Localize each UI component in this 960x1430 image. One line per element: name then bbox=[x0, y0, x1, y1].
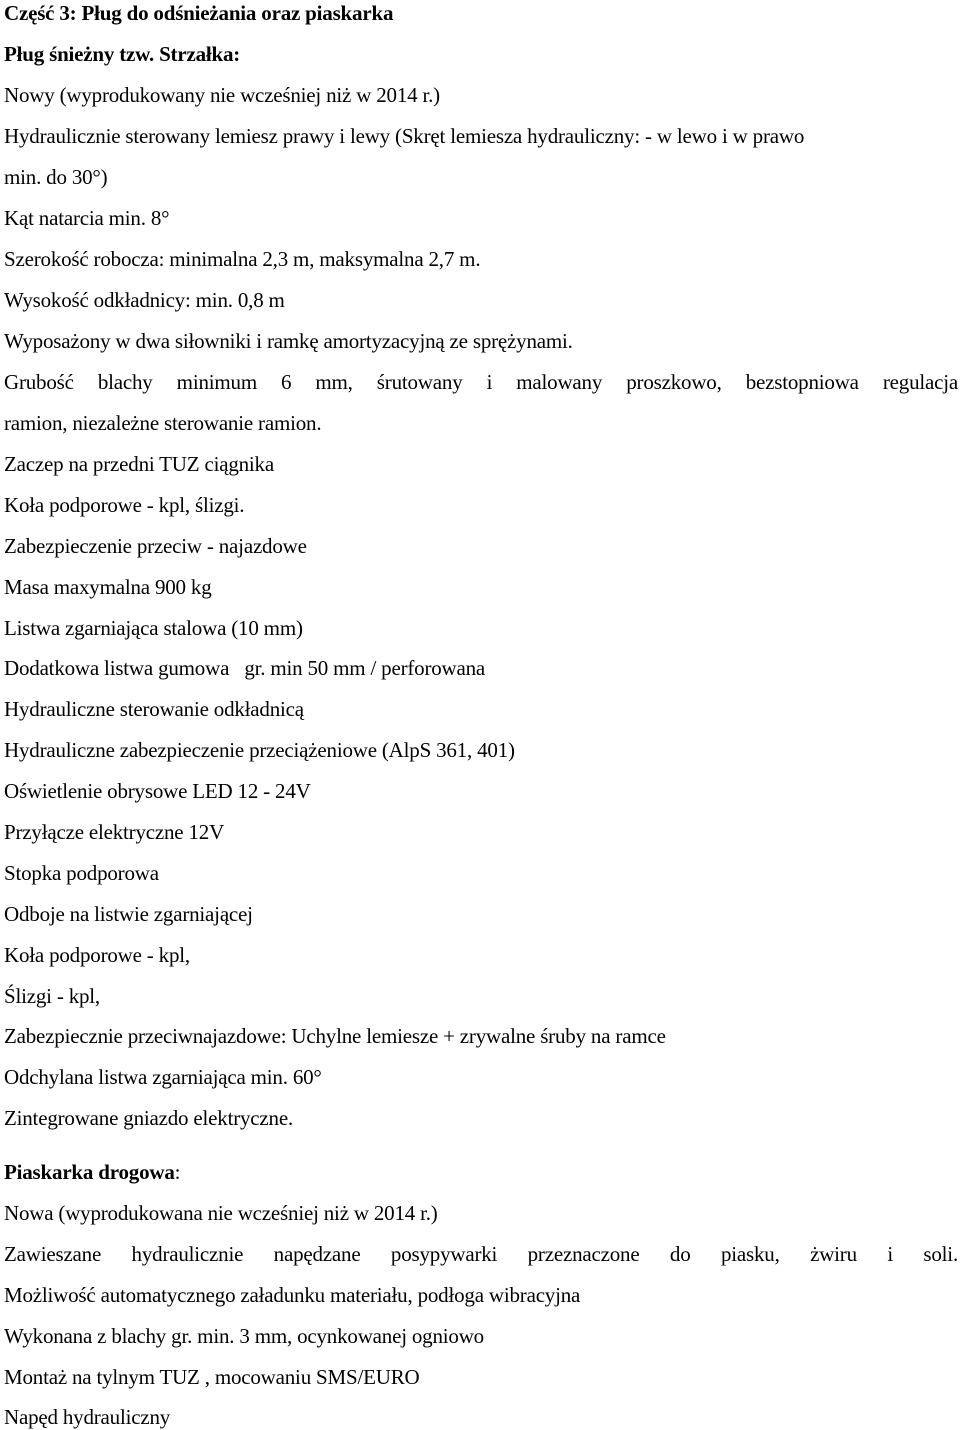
plow-heading: Pług śnieżny tzw. Strzałka: bbox=[4, 42, 241, 66]
plow-spec-line: Wyposażony w dwa siłowniki i ramkę amortyzacyjną ze sprężynami. bbox=[4, 329, 573, 353]
spreader-spec-line: Zawieszane hydraulicznie napędzane posypywarki przeznaczone do piasku, żwiru i soli. bbox=[4, 1242, 958, 1266]
plow-spec-line: Hydraulicznie sterowany lemiesz prawy i lewy (Skręt lemiesza hydrauliczny: - w lewo i w prawo bbox=[4, 124, 805, 148]
plow-spec-line: Odboje na listwie zgarniającej bbox=[4, 902, 253, 926]
plow-spec-line: Odchylana listwa zgarniająca min. 60° bbox=[4, 1065, 322, 1089]
spreader-spec-line: Montaż na tylnym TUZ , mocowaniu SMS/EURO bbox=[4, 1365, 420, 1389]
plow-spec-line: Hydrauliczne sterowanie odkładnicą bbox=[4, 697, 304, 721]
plow-spec-line: Koła podporowe - kpl, ślizgi. bbox=[4, 493, 245, 517]
plow-spec-line: Koła podporowe - kpl, bbox=[4, 943, 190, 967]
plow-spec-line: ramion, niezależne sterowanie ramion. bbox=[4, 411, 322, 435]
plow-spec-line: Stopka podporowa bbox=[4, 861, 159, 885]
plow-spec-line: Kąt natarcia min. 8° bbox=[4, 206, 170, 230]
plow-spec-line: Masa maxymalna 900 kg bbox=[4, 575, 212, 599]
plow-spec-line: Hydrauliczne zabezpieczenie przeciążeniowe (AlpS 361, 401) bbox=[4, 738, 515, 762]
plow-spec-line: Zabezpiecznie przeciwnajazdowe: Uchylne lemiesze + zrywalne śruby na ramce bbox=[4, 1024, 666, 1048]
spreader-spec-line: Nowa (wyprodukowana nie wcześniej niż w 2014 r.) bbox=[4, 1201, 438, 1225]
plow-spec-line: Grubość blachy minimum 6 mm, śrutowany i malowany proszkowo, bezstopniowa regulacja bbox=[4, 370, 958, 394]
plow-spec-line: Przyłącze elektryczne 12V bbox=[4, 820, 225, 844]
plow-spec-line: Listwa zgarniająca stalowa (10 mm) bbox=[4, 616, 303, 640]
plow-spec-line: min. do 30°) bbox=[4, 165, 108, 189]
plow-spec-line: Ślizgi - kpl, bbox=[4, 984, 100, 1008]
plow-spec-line: Zaczep na przedni TUZ ciągnika bbox=[4, 452, 274, 476]
plow-spec-line: Zintegrowane gniazdo elektryczne. bbox=[4, 1106, 294, 1130]
plow-spec-line: Szerokość robocza: minimalna 2,3 m, maksymalna 2,7 m. bbox=[4, 247, 481, 271]
spreader-spec-line: Napęd hydrauliczny bbox=[4, 1405, 171, 1429]
spreader-heading-title: Piaskarka drogowa bbox=[4, 1160, 175, 1184]
spreader-heading-suffix: : bbox=[174, 1160, 181, 1184]
spreader-spec-line: Wykonana z blachy gr. min. 3 mm, ocynkowanej ogniowo bbox=[4, 1324, 484, 1348]
plow-spec-line: Wysokość odkładnicy: min. 0,8 m bbox=[4, 288, 285, 312]
spreader-spec-line: Możliwość automatycznego załadunku materiału, podłoga wibracyjna bbox=[4, 1283, 581, 1307]
plow-spec-line: Dodatkowa listwa gumowa gr. min 50 mm / perforowana bbox=[4, 656, 486, 680]
plow-spec-line: Zabezpieczenie przeciw - najazdowe bbox=[4, 534, 307, 558]
part-heading: Część 3: Pług do odśnieżania oraz piaskarka bbox=[4, 1, 394, 25]
plow-spec-line: Oświetlenie obrysowe LED 12 - 24V bbox=[4, 779, 311, 803]
spreader-heading bbox=[4, 1159, 180, 1185]
plow-spec-line: Nowy (wyprodukowany nie wcześniej niż w 2014 r.) bbox=[4, 83, 440, 107]
